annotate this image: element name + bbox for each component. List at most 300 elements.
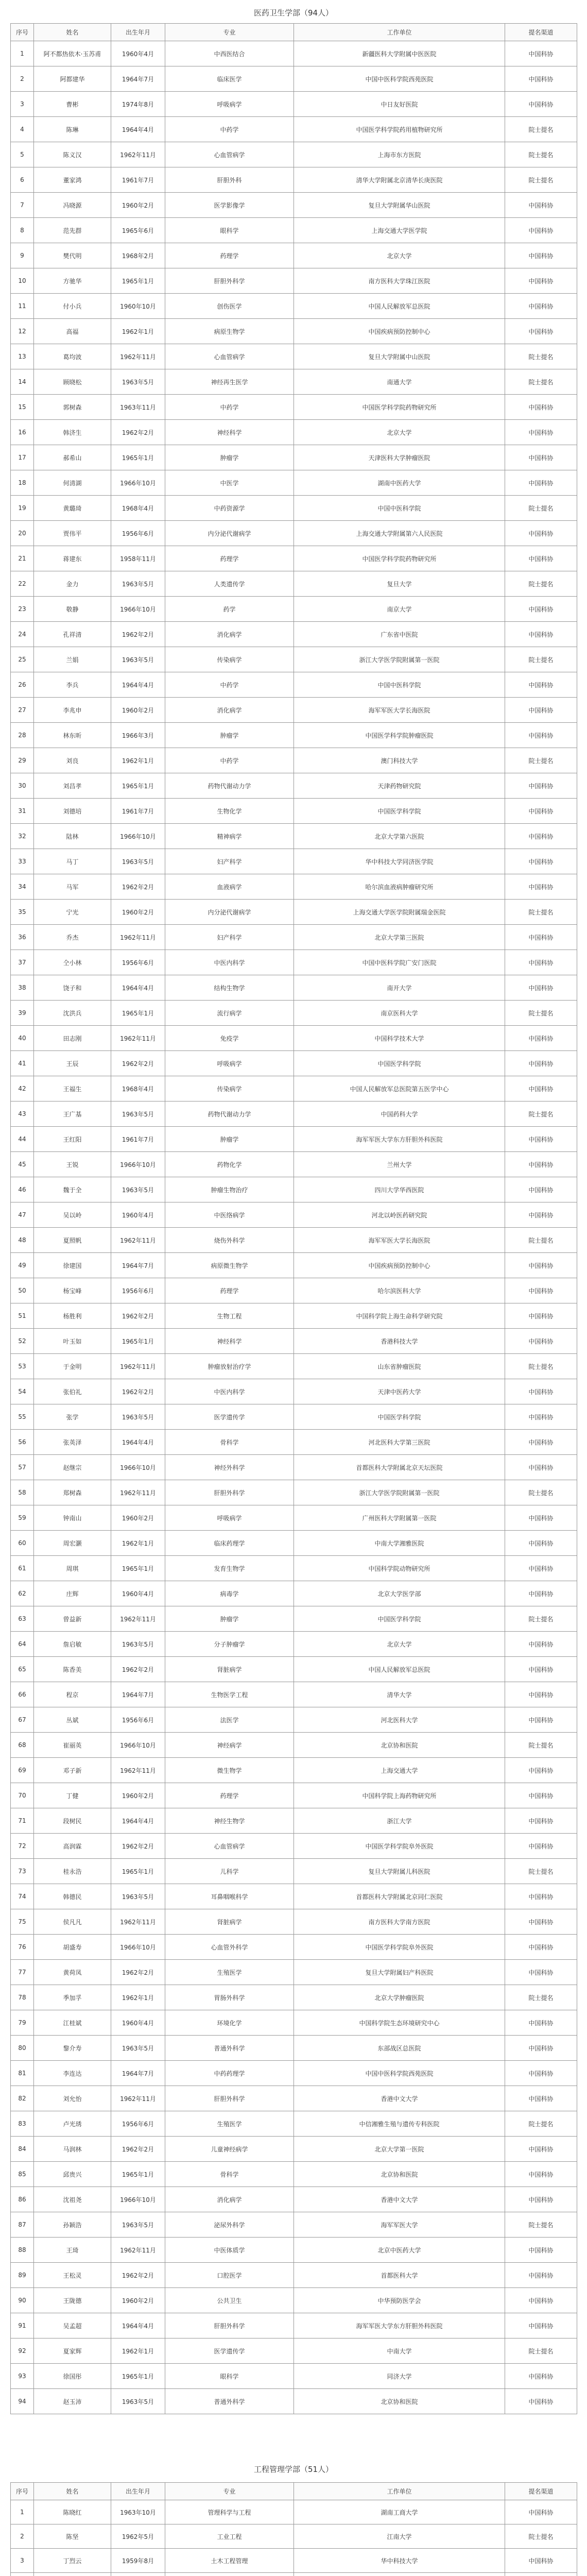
- birth-cell: 1962年2月: [111, 2137, 165, 2162]
- specialty-cell: 心血管病学: [165, 142, 294, 167]
- column-header-employer: 工作单位: [294, 2483, 505, 2500]
- index-cell: 58: [11, 1480, 34, 1505]
- column-header-name: 姓名: [34, 24, 111, 41]
- name-cell: 韩济生: [34, 420, 111, 445]
- nomination-cell: 院士提名: [505, 647, 577, 672]
- table-row: [11, 395, 577, 420]
- index-cell: 77: [11, 1960, 34, 1985]
- table-row: [11, 2524, 577, 2549]
- column-header-nomination: 提名渠道: [505, 24, 577, 41]
- name-cell: 董家鸿: [34, 167, 111, 193]
- birth-cell: 1960年4月: [111, 41, 165, 66]
- name-cell: 田志刚: [34, 1026, 111, 1051]
- specialty-cell: 药理学: [165, 1278, 294, 1303]
- specialty-cell: 药物代谢动力学: [165, 1101, 294, 1127]
- nomination-cell: 中国科协: [505, 218, 577, 243]
- table-row: [11, 117, 577, 142]
- nomination-cell: 中国科协: [505, 1935, 577, 1960]
- specialty-cell: 病毒学: [165, 1581, 294, 1606]
- name-cell: 赵继宗: [34, 1455, 111, 1480]
- birth-cell: 1965年1月: [111, 2162, 165, 2187]
- index-cell: 89: [11, 2263, 34, 2288]
- birth-cell: 1961年7月: [111, 799, 165, 824]
- table-row: [11, 1632, 577, 1657]
- name-cell: 吴以岭: [34, 1202, 111, 1228]
- nomination-cell: 中国科协: [505, 849, 577, 874]
- name-cell: 周宏灏: [34, 1531, 111, 1556]
- table-row: [11, 950, 577, 975]
- column-header-index: 序号: [11, 24, 34, 41]
- table-row: [11, 2500, 577, 2524]
- specialty-cell: 神经病学: [165, 1733, 294, 1758]
- specialty-cell: 病原生物学: [165, 319, 294, 344]
- name-cell: 张伯礼: [34, 1379, 111, 1404]
- birth-cell: 1963年5月: [111, 1884, 165, 1909]
- specialty-cell: 内分泌代谢病学: [165, 521, 294, 546]
- nomination-cell: 中国科协: [505, 41, 577, 66]
- table-row: [11, 2162, 577, 2187]
- nomination-cell: 院士提名: [505, 1606, 577, 1632]
- birth-cell: 1962年2月: [111, 874, 165, 900]
- specialty-cell: 妇产科学: [165, 925, 294, 950]
- name-cell: 韩德民: [34, 1884, 111, 1909]
- table-row: [11, 799, 577, 824]
- table-row: [11, 2549, 577, 2573]
- specialty-cell: 中医内科学: [165, 950, 294, 975]
- index-cell: 56: [11, 1430, 34, 1455]
- employer-cell: 北京大学: [294, 243, 505, 268]
- birth-cell: 1966年10月: [111, 2187, 165, 2212]
- name-cell: 郝希山: [34, 445, 111, 470]
- birth-cell: 1963年5月: [111, 2389, 165, 2414]
- nomination-cell: 院士提名: [505, 2111, 577, 2137]
- employer-cell: 哈尔滨医科大学: [294, 1278, 505, 1303]
- name-cell: 马丁: [34, 849, 111, 874]
- birth-cell: 1956年6月: [111, 1278, 165, 1303]
- index-cell: 57: [11, 1455, 34, 1480]
- employer-cell: 复旦大学附属华山医院: [294, 193, 505, 218]
- name-cell: 黎介寿: [34, 2036, 111, 2061]
- index-cell: 19: [11, 496, 34, 521]
- name-cell: 阿不都热依木·玉苏甫: [34, 41, 111, 66]
- nomination-cell: 中国科协: [505, 2162, 577, 2187]
- table-row: [11, 66, 577, 92]
- table-row: [11, 2010, 577, 2036]
- specialty-cell: 中药资源学: [165, 496, 294, 521]
- table-row: [11, 1834, 577, 1859]
- index-cell: 2: [11, 66, 34, 92]
- name-cell: 李兆申: [34, 698, 111, 723]
- table-row: [11, 1556, 577, 1581]
- employer-cell: 中国科学院生态环境研究中心: [294, 2010, 505, 2036]
- specialty-cell: 消化病学: [165, 2187, 294, 2212]
- specialty-cell: 内分泌代谢病学: [165, 900, 294, 925]
- index-cell: 7: [11, 193, 34, 218]
- table-row: [11, 1202, 577, 1228]
- employer-cell: 中国人民解放军总医院: [294, 1657, 505, 1682]
- index-cell: 83: [11, 2111, 34, 2137]
- index-cell: 59: [11, 1505, 34, 1531]
- employer-cell: 中国药科大学: [294, 1101, 505, 1127]
- employer-cell: 复旦大学附属中山医院: [294, 344, 505, 369]
- birth-cell: 1962年2月: [111, 420, 165, 445]
- table-row: [11, 1657, 577, 1682]
- index-cell: 2: [11, 2524, 34, 2549]
- employer-cell: 广州医科大学附属第一医院: [294, 1505, 505, 1531]
- specialty-cell: 管理科学与工程: [165, 2500, 294, 2524]
- name-cell: 魏于全: [34, 1177, 111, 1202]
- name-cell: 詹启敏: [34, 1632, 111, 1657]
- employer-cell: 中国医学科学院药用植物研究所: [294, 117, 505, 142]
- nomination-cell: 中国科协: [505, 2313, 577, 2338]
- nomination-cell: 中国科协: [505, 1329, 577, 1354]
- specialty-cell: 烧伤外科学: [165, 1228, 294, 1253]
- nomination-cell: 中国科协: [505, 268, 577, 294]
- specialty-cell: 生物化学: [165, 799, 294, 824]
- employer-cell: 中国医学科学院: [294, 1404, 505, 1430]
- index-cell: 47: [11, 1202, 34, 1228]
- nomination-cell: 中国科协: [505, 672, 577, 698]
- table-row: [11, 1480, 577, 1505]
- name-cell: 徐建国: [34, 1253, 111, 1278]
- employer-cell: 北京大学第一医院: [294, 2137, 505, 2162]
- index-cell: 39: [11, 1001, 34, 1026]
- index-cell: 24: [11, 622, 34, 647]
- birth-cell: 1962年11月: [111, 925, 165, 950]
- table-row: [11, 2573, 577, 2576]
- index-cell: 74: [11, 1884, 34, 1909]
- name-cell: 付小兵: [34, 294, 111, 319]
- specialty-cell: 人类遗传学: [165, 571, 294, 597]
- specialty-cell: 创伤医学: [165, 294, 294, 319]
- name-cell: 张英泽: [34, 1430, 111, 1455]
- birth-cell: 1964年4月: [111, 2313, 165, 2338]
- birth-cell: 1963年5月: [111, 369, 165, 395]
- nomination-cell: 院士提名: [505, 1354, 577, 1379]
- specialty-cell: 工业工程: [165, 2524, 294, 2549]
- nomination-cell: 中国科协: [505, 1076, 577, 1101]
- employer-cell: 四川大学华西医院: [294, 1177, 505, 1202]
- employer-cell: 复旦大学附属妇产科医院: [294, 1960, 505, 1985]
- name-cell: 沈洪兵: [34, 1001, 111, 1026]
- index-cell: 6: [11, 167, 34, 193]
- specialty-cell: 中医体质学: [165, 2238, 294, 2263]
- index-cell: 5: [11, 142, 34, 167]
- nomination-cell: 中国科协: [505, 1505, 577, 1531]
- specialty-cell: 公共卫生: [165, 2288, 294, 2313]
- name-cell: 段树民: [34, 1808, 111, 1834]
- birth-cell: 1963年5月: [111, 2212, 165, 2238]
- table-row: [11, 975, 577, 1001]
- birth-cell: 1966年10月: [111, 470, 165, 496]
- specialty-cell: 医学遗传学: [165, 1404, 294, 1430]
- column-header-specialty: 专业: [165, 24, 294, 41]
- name-cell: 高福: [34, 319, 111, 344]
- nomination-cell: 中国科协: [505, 319, 577, 344]
- specialty-cell: 临床医学: [165, 66, 294, 92]
- table-row: [11, 1505, 577, 1531]
- employer-cell: 新疆医科大学附属中医医院: [294, 41, 505, 66]
- birth-cell: 1962年2月: [111, 622, 165, 647]
- nomination-cell: 院士提名: [505, 1101, 577, 1127]
- employer-cell: 中国科学院上海生命科学研究院: [294, 1303, 505, 1329]
- table-row: [11, 1278, 577, 1303]
- nomination-cell: 中国科协: [505, 243, 577, 268]
- nomination-cell: 中国科协: [505, 1632, 577, 1657]
- birth-cell: 1961年7月: [111, 167, 165, 193]
- employer-cell: 中国人民解放军总医院: [294, 294, 505, 319]
- employer-cell: 复旦大学附属儿科医院: [294, 1859, 505, 1884]
- name-cell: 陈义汉: [34, 142, 111, 167]
- employer-cell: 中国医学科学院阜外医院: [294, 1834, 505, 1859]
- index-cell: 90: [11, 2288, 34, 2313]
- birth-cell: 1963年5月: [111, 2036, 165, 2061]
- table-row: [11, 41, 577, 66]
- birth-cell: 1956年6月: [111, 1707, 165, 1733]
- employer-cell: 中国中医科学院: [294, 672, 505, 698]
- specialty-cell: 药学: [165, 597, 294, 622]
- table-row: [11, 496, 577, 521]
- name-cell: 曹彬: [34, 92, 111, 117]
- index-cell: 38: [11, 975, 34, 1001]
- employer-cell: 哈尔滨血液病肿瘤研究所: [294, 874, 505, 900]
- employer-cell: 北京协和医院: [294, 2162, 505, 2187]
- name-cell: 徐国彤: [34, 2364, 111, 2389]
- specialty-cell: 神经再生医学: [165, 369, 294, 395]
- birth-cell: 1956年6月: [111, 2111, 165, 2137]
- index-cell: 13: [11, 344, 34, 369]
- name-cell: 丁烈云: [34, 2549, 111, 2573]
- specialty-cell: 肝胆外科学: [165, 1480, 294, 1505]
- birth-cell: [111, 2573, 165, 2576]
- specialty-cell: 肝胆外科: [165, 167, 294, 193]
- name-cell: 刘良: [34, 748, 111, 773]
- specialty-cell: [165, 2573, 294, 2576]
- birth-cell: 1962年1月: [111, 1985, 165, 2010]
- specialty-cell: 土木工程管理: [165, 2549, 294, 2573]
- birth-cell: 1962年11月: [111, 2238, 165, 2263]
- employer-cell: 中国疾病预防控制中心: [294, 1253, 505, 1278]
- table-row: [11, 597, 577, 622]
- index-cell: 40: [11, 1026, 34, 1051]
- name-cell: 程京: [34, 1682, 111, 1707]
- specialty-cell: 中医络病学: [165, 1202, 294, 1228]
- name-cell: 周琪: [34, 1556, 111, 1581]
- name-cell: 宁光: [34, 900, 111, 925]
- nomination-cell: 中国科协: [505, 1278, 577, 1303]
- name-cell: 赵玉沛: [34, 2389, 111, 2414]
- name-cell: 丁健: [34, 1783, 111, 1808]
- name-cell: 陈晓红: [34, 2500, 111, 2524]
- table-row: [11, 849, 577, 874]
- name-cell: 夏照帆: [34, 1228, 111, 1253]
- employer-cell: 南开大学: [294, 975, 505, 1001]
- employer-cell: 湖南中医药大学: [294, 470, 505, 496]
- nomination-cell: 中国科协: [505, 1430, 577, 1455]
- birth-cell: 1965年6月: [111, 218, 165, 243]
- index-cell: 4: [11, 117, 34, 142]
- employer-cell: 中国医学科学院: [294, 1606, 505, 1632]
- employer-cell: 江南大学: [294, 2524, 505, 2549]
- employer-cell: 河北以岭医药研究院: [294, 1202, 505, 1228]
- table-row: [11, 571, 577, 597]
- employer-cell: 北京大学肿瘤医院: [294, 1985, 505, 2010]
- table-row: [11, 1101, 577, 1127]
- birth-cell: 1960年2月: [111, 2288, 165, 2313]
- name-cell: 季加孚: [34, 1985, 111, 2010]
- employer-cell: 中信湘雅生殖与遗传专科医院: [294, 2111, 505, 2137]
- index-cell: 50: [11, 1278, 34, 1303]
- index-cell: 27: [11, 698, 34, 723]
- employer-cell: 上海交通大学附属第六人民医院: [294, 521, 505, 546]
- specialty-cell: 中药学: [165, 395, 294, 420]
- specialty-cell: 肿瘤学: [165, 723, 294, 748]
- employer-cell: 中国中医科学院西苑医院: [294, 2061, 505, 2086]
- employer-cell: 北京大学第六医院: [294, 824, 505, 849]
- specialty-cell: 药理学: [165, 546, 294, 571]
- name-cell: 丛斌: [34, 1707, 111, 1733]
- specialty-cell: 骨科学: [165, 1430, 294, 1455]
- specialty-cell: 临床药理学: [165, 1531, 294, 1556]
- name-cell: 孙颖浩: [34, 2212, 111, 2238]
- name-cell: 王红阳: [34, 1127, 111, 1152]
- specialty-cell: 神经外科学: [165, 1455, 294, 1480]
- index-cell: 1: [11, 41, 34, 66]
- specialty-cell: 中药学: [165, 672, 294, 698]
- specialty-cell: 医学影像学: [165, 193, 294, 218]
- nomination-cell: 中国科协: [505, 2036, 577, 2061]
- nomination-cell: [505, 2573, 577, 2576]
- table-row: [11, 874, 577, 900]
- birth-cell: 1962年2月: [111, 1303, 165, 1329]
- employer-cell: 中国疾病预防控制中心: [294, 319, 505, 344]
- table-row: [11, 1076, 577, 1101]
- birth-cell: 1962年1月: [111, 748, 165, 773]
- name-cell: 贾伟平: [34, 521, 111, 546]
- employer-cell: 北京大学第三医院: [294, 925, 505, 950]
- name-cell: 崔丽英: [34, 1733, 111, 1758]
- nomination-cell: 中国科协: [505, 1834, 577, 1859]
- table-row: [11, 1682, 577, 1707]
- name-cell: 马军: [34, 874, 111, 900]
- table-row: [11, 1733, 577, 1758]
- birth-cell: 1965年1月: [111, 2364, 165, 2389]
- nomination-cell: 中国科协: [505, 925, 577, 950]
- table-row: [11, 2238, 577, 2263]
- index-cell: 48: [11, 1228, 34, 1253]
- specialty-cell: 儿童神经病学: [165, 2137, 294, 2162]
- index-cell: 42: [11, 1076, 34, 1101]
- nomination-cell: 中国科协: [505, 1127, 577, 1152]
- index-cell: 82: [11, 2086, 34, 2111]
- table-row: [11, 698, 577, 723]
- employer-cell: 兰州大学: [294, 1152, 505, 1177]
- specialty-cell: 精神病学: [165, 824, 294, 849]
- birth-cell: 1956年6月: [111, 950, 165, 975]
- index-cell: 93: [11, 2364, 34, 2389]
- name-cell: 敬静: [34, 597, 111, 622]
- employer-cell: 香港中文大学: [294, 2086, 505, 2111]
- birth-cell: 1960年4月: [111, 1202, 165, 1228]
- column-header-nomination: 提名渠道: [505, 2483, 577, 2500]
- index-cell: 43: [11, 1101, 34, 1127]
- specialty-cell: 生殖医学: [165, 2111, 294, 2137]
- birth-cell: 1960年2月: [111, 698, 165, 723]
- table-row: [11, 243, 577, 268]
- table-row: [11, 2338, 577, 2364]
- table-row: [11, 672, 577, 698]
- employer-cell: 南京大学: [294, 597, 505, 622]
- name-cell: 马润林: [34, 2137, 111, 2162]
- birth-cell: 1959年8月: [111, 2549, 165, 2573]
- employer-cell: 澳门科技大学: [294, 748, 505, 773]
- specialty-cell: 肾脏病学: [165, 1909, 294, 1935]
- index-cell: 44: [11, 1127, 34, 1152]
- birth-cell: 1962年11月: [111, 2086, 165, 2111]
- employer-cell: 中华预防医学会: [294, 2288, 505, 2313]
- index-cell: 34: [11, 874, 34, 900]
- table-row: [11, 2036, 577, 2061]
- birth-cell: 1966年10月: [111, 597, 165, 622]
- index-cell: 68: [11, 1733, 34, 1758]
- birth-cell: 1965年1月: [111, 1001, 165, 1026]
- employer-cell: 浙江大学医学院附属第一医院: [294, 1480, 505, 1505]
- employer-cell: 中国医学科学院药物研究所: [294, 395, 505, 420]
- nomination-cell: 中国科协: [505, 1682, 577, 1707]
- employer-cell: 中国医学科学院: [294, 799, 505, 824]
- birth-cell: 1963年5月: [111, 1101, 165, 1127]
- name-cell: 王辰: [34, 1051, 111, 1076]
- employer-cell: 东部战区总医院: [294, 2036, 505, 2061]
- index-cell: 78: [11, 1985, 34, 2010]
- table-row: [11, 1707, 577, 1733]
- name-cell: 庄辉: [34, 1581, 111, 1606]
- employer-cell: 中国人民解放军总医院第五医学中心: [294, 1076, 505, 1101]
- index-cell: 76: [11, 1935, 34, 1960]
- name-cell: 王陇德: [34, 2288, 111, 2313]
- employer-cell: 中国医学科学院阜外医院: [294, 1935, 505, 1960]
- index-cell: 26: [11, 672, 34, 698]
- table-row: [11, 647, 577, 672]
- index-cell: 55: [11, 1404, 34, 1430]
- employer-cell: 天津药物研究院: [294, 773, 505, 799]
- table-row: [11, 824, 577, 849]
- employer-cell: 北京协和医院: [294, 1733, 505, 1758]
- table-row: [11, 1051, 577, 1076]
- birth-cell: 1966年10月: [111, 1733, 165, 1758]
- specialty-cell: 分子肿瘤学: [165, 1632, 294, 1657]
- specialty-cell: 心血管外科学: [165, 1935, 294, 1960]
- specialty-cell: 妇产科学: [165, 849, 294, 874]
- name-cell: 何清湖: [34, 470, 111, 496]
- birth-cell: 1964年4月: [111, 117, 165, 142]
- specialty-cell: 消化病学: [165, 622, 294, 647]
- table-row: [11, 1127, 577, 1152]
- nomination-cell: 中国科协: [505, 1884, 577, 1909]
- birth-cell: 1965年1月: [111, 773, 165, 799]
- employer-cell: 南方医科大学珠江医院: [294, 268, 505, 294]
- birth-cell: 1966年10月: [111, 824, 165, 849]
- table-row: [11, 167, 577, 193]
- name-cell: 江桂斌: [34, 2010, 111, 2036]
- specialty-cell: 心血管病学: [165, 1834, 294, 1859]
- nomination-cell: 中国科协: [505, 2187, 577, 2212]
- nomination-cell: 中国科协: [505, 1531, 577, 1556]
- table-row: [11, 369, 577, 395]
- specialty-cell: 中西医结合: [165, 41, 294, 66]
- index-cell: 70: [11, 1783, 34, 1808]
- birth-cell: 1964年7月: [111, 1682, 165, 1707]
